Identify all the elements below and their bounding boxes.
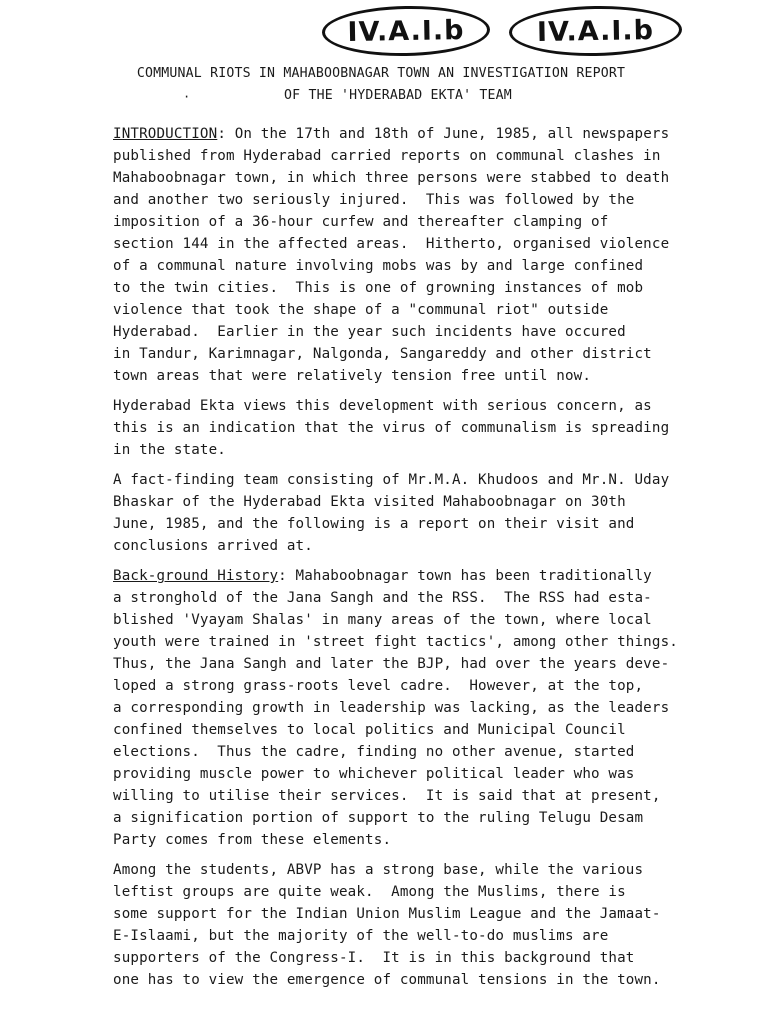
text-line: loped a strong grass-roots level cadre. However, at the top, [113, 678, 644, 694]
text-line: imposition of a 36-hour curfew and thereafter clamping of [113, 214, 609, 230]
section-heading: INTRODUCTION [113, 126, 218, 142]
text-line: section 144 in the affected areas. Hitherto, organised violence [113, 236, 670, 252]
ink-speck: · [183, 90, 191, 104]
text-line: in the state. [113, 442, 226, 458]
text-line: Hyderabad Ekta views this development with serious concern, as [113, 398, 652, 414]
text-line: youth were trained in 'street fight tactics', among other things. [113, 634, 678, 650]
text-line: town areas that were relatively tension free until now. [113, 368, 592, 384]
text-line: Bhaskar of the Hyderabad Ekta visited Mahaboobnagar on 30th [113, 494, 626, 510]
paragraph [113, 565, 711, 851]
paragraph [113, 859, 711, 991]
text-line: Among the students, ABVP has a strong base, while the various [113, 862, 644, 878]
text-line: elections. Thus the cadre, finding no other avenue, started [113, 744, 635, 760]
text-line: Party comes from these elements. [113, 832, 392, 848]
text-line: violence that took the shape of a "communal riot" outside [113, 302, 609, 318]
text-line: of a communal nature involving mobs was by and large confined [113, 258, 644, 274]
text-line: and another two seriously injured. This was followed by the [113, 192, 635, 208]
archive-stamp: IV.A.I.b [509, 4, 683, 57]
text-line: blished 'Vyayam Shalas' in many areas of the town, where local [113, 612, 652, 628]
text-line: published from Hyderabad carried reports on communal clashes in [113, 148, 661, 164]
paragraph [113, 123, 711, 387]
text-line: this is an indication that the virus of communalism is spreading [113, 420, 670, 436]
report-title: COMMUNAL RIOTS IN MAHABOOBNAGAR TOWN AN INVESTIGATION REPORT [136, 66, 626, 81]
text-line: some support for the Indian Union Muslim League and the Jamaat- [113, 906, 661, 922]
text-line: to the twin cities. This is one of growning instances of mob [113, 280, 644, 296]
text-line: Thus, the Jana Sangh and later the BJP, had over the years deve- [113, 656, 670, 672]
text-line: in Tandur, Karimnagar, Nalgonda, Sangareddy and other district [113, 346, 652, 362]
text-line: A fact-finding team consisting of Mr.M.A. Khudoos and Mr.N. Uday [113, 472, 670, 488]
text-line: supporters of the Congress-I. It is in this background that [113, 950, 635, 966]
line-text: : Mahaboobnagar town has been traditionally [278, 568, 652, 584]
paragraph [113, 395, 711, 461]
text-line: June, 1985, and the following is a report on their visit and [113, 516, 635, 532]
section-heading: Back-ground History [113, 568, 279, 584]
text-line: Mahaboobnagar town, in which three persons were stabbed to death [113, 170, 670, 186]
line-text: : On the 17th and 18th of June, 1985, all newspapers [217, 126, 670, 142]
text-line: a signification portion of support to the ruling Telugu Desam [113, 810, 644, 826]
paragraph [113, 469, 711, 557]
archive-stamp: IV.A.I.b [322, 5, 491, 58]
text-line: willing to utilise their services. It is said that at present, [113, 788, 661, 804]
report-subtitle: OF THE 'HYDERABAD EKTA' TEAM [284, 88, 512, 103]
report-body [113, 123, 711, 999]
text-line: E-Islaami, but the majority of the well-to-do muslims are [113, 928, 609, 944]
text-line: conclusions arrived at. [113, 538, 313, 554]
text-line: a corresponding growth in leadership was lacking, as the leaders [113, 700, 670, 716]
text-line: a stronghold of the Jana Sangh and the RSS. The RSS had esta- [113, 590, 652, 606]
text-line: Hyderabad. Earlier in the year such incidents have occured [113, 324, 626, 340]
text-line: leftist groups are quite weak. Among the Muslims, there is [113, 884, 626, 900]
text-line: one has to view the emergence of communal tensions in the town. [113, 972, 661, 988]
text-line: confined themselves to local politics and Municipal Council [113, 722, 626, 738]
text-line: providing muscle power to whichever political leader who was [113, 766, 635, 782]
text-line [113, 565, 711, 587]
text-line [113, 123, 711, 145]
